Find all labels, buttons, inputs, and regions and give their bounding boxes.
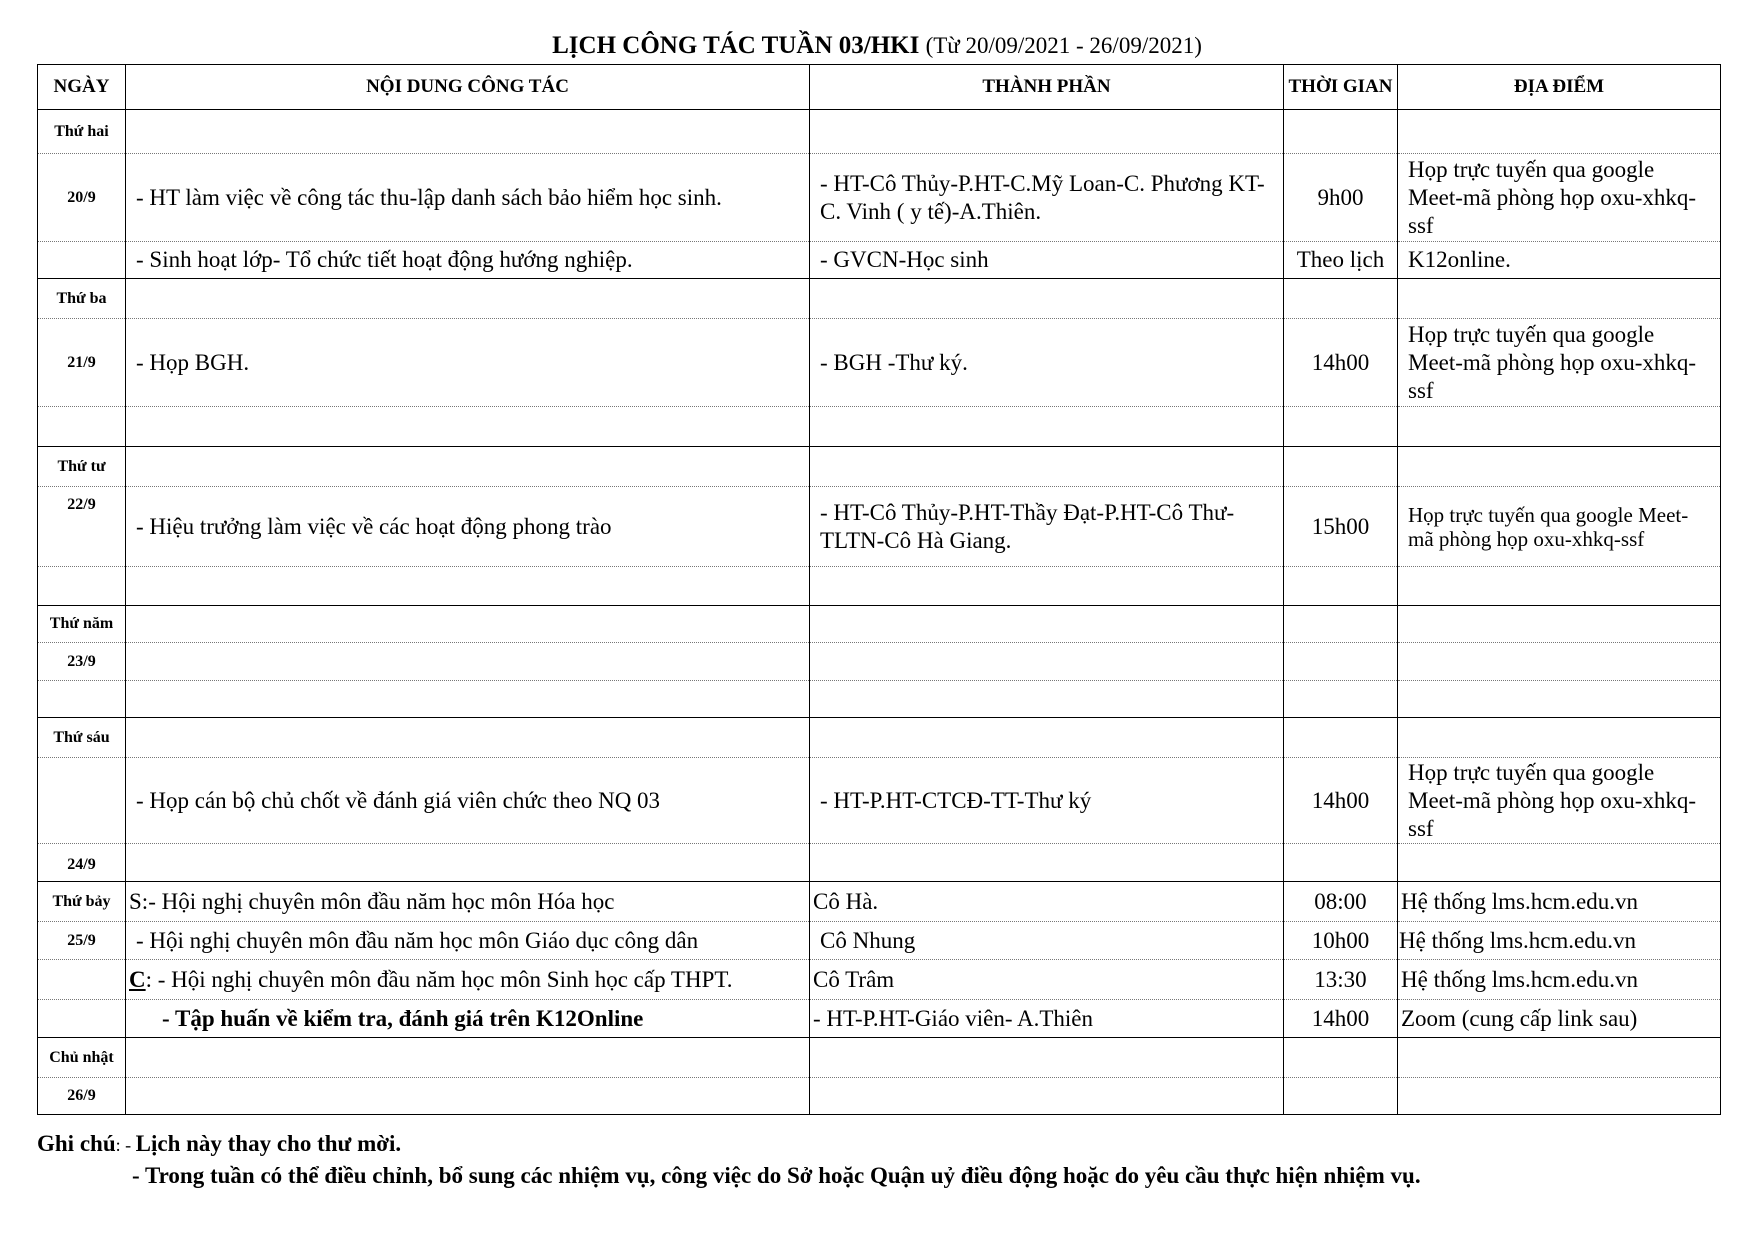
event-members: Cô Nhung: [810, 922, 1284, 960]
notes-line-1: Lịch này thay cho thư mời.: [135, 1131, 402, 1156]
day-name: Chủ nhật: [38, 1038, 126, 1078]
day-name: Thứ hai: [38, 110, 126, 154]
event-place: Hệ thống lms.hcm.edu.vn: [1398, 882, 1721, 922]
table-row: [38, 1078, 1721, 1115]
schedule-table: [37, 64, 1721, 1115]
event-content: - Hội nghị chuyên môn đầu năm học môn Hóa học: [148, 888, 615, 914]
day-name: Thứ bảy: [38, 882, 126, 922]
day-date: 22/9: [38, 487, 126, 567]
event-time: 15h00: [1284, 487, 1398, 567]
event-members: - HT-Cô Thủy-P.HT-Thầy Đạt-P.HT-Cô Thư-TLTN-Cô Hà Giang.: [810, 487, 1284, 567]
event-place: Họp trực tuyến qua google Meet-mã phòng họp oxu-xhkq-ssf: [1398, 319, 1721, 407]
header-row: [38, 65, 1721, 110]
table-row: [38, 154, 1721, 242]
event-place: Họp trực tuyến qua google Meet-mã phòng họp oxu-xhkq-ssf: [1398, 758, 1721, 844]
event-time: 14h00: [1284, 758, 1398, 844]
event-place: K12online.: [1398, 242, 1721, 279]
day-date: 24/9: [38, 844, 126, 882]
session-afternoon-label: C: [129, 966, 146, 992]
event-members: Cô Hà.: [810, 882, 1284, 922]
day-name: Thứ năm: [38, 606, 126, 643]
page-title: [0, 30, 1754, 62]
day-date: 23/9: [38, 643, 126, 681]
title-main: LỊCH CÔNG TÁC TUẦN 03/HKI: [552, 32, 920, 59]
table-row: [38, 606, 1721, 643]
table-row: [38, 882, 1721, 922]
notes-line-2: - Trong tuần có thể điều chỉnh, bổ sung các nhiệm vụ, công việc do Sở hoặc Quận uỷ điều động hoặc do yêu cầu thực hiện nhiệm vụ.: [132, 1163, 1421, 1188]
header-place: ĐỊA ĐIỂM: [1398, 65, 1721, 110]
event-place: Họp trực tuyến qua google Meet-mã phòng họp oxu-xhkq-ssf: [1398, 487, 1721, 567]
event-time: 10h00: [1284, 922, 1398, 960]
event-time: 9h00: [1284, 154, 1398, 242]
table-row: [38, 960, 1721, 1000]
table-row: [38, 1038, 1721, 1078]
table-row: [38, 681, 1721, 718]
table-row: [38, 279, 1721, 319]
notes-label: Ghi chú: [37, 1131, 116, 1156]
event-time: 08:00: [1284, 882, 1398, 922]
event-members: Cô Trâm: [810, 960, 1284, 1000]
table-row: [38, 758, 1721, 844]
event-time: 14h00: [1284, 1000, 1398, 1038]
event-place: Zoom (cung cấp link sau): [1398, 1000, 1721, 1038]
event-content: - Sinh hoạt lớp- Tổ chức tiết hoạt động hướng nghiệp.: [126, 242, 810, 279]
header-members: THÀNH PHẦN: [810, 65, 1284, 110]
notes-section: [37, 1128, 1421, 1188]
event-members: - HT-Cô Thủy-P.HT-C.Mỹ Loan-C. Phương KT-C. Vinh ( y tế)-A.Thiên.: [810, 154, 1284, 242]
event-members: - HT-P.HT-CTCĐ-TT-Thư ký: [810, 758, 1284, 844]
header-content: NỘI DUNG CÔNG TÁC: [126, 65, 810, 110]
event-place: Họp trực tuyến qua google Meet-mã phòng họp oxu-xhkq-ssf: [1398, 154, 1721, 242]
table-row: [38, 567, 1721, 606]
event-members: - GVCN-Học sinh: [810, 242, 1284, 279]
day-date: 21/9: [38, 319, 126, 407]
table-row: [38, 1000, 1721, 1038]
event-place: Hệ thống lms.hcm.edu.vn: [1398, 960, 1721, 1000]
table-row: [38, 110, 1721, 154]
event-content: - Họp BGH.: [126, 319, 810, 407]
table-row: [38, 242, 1721, 279]
event-content: - HT làm việc về công tác thu-lập danh sách bảo hiểm học sinh.: [126, 154, 810, 242]
title-date-range: (Từ 20/09/2021 - 26/09/2021): [925, 33, 1202, 58]
event-content: - Tập huấn về kiểm tra, đánh giá trên K12Online: [126, 1000, 810, 1038]
day-name: Thứ sáu: [38, 718, 126, 758]
event-content: - Hiệu trưởng làm việc về các hoạt động phong trào: [126, 487, 810, 567]
event-members: - HT-P.HT-Giáo viên- A.Thiên: [810, 1000, 1284, 1038]
event-content: : - Hội nghị chuyên môn đầu năm học môn Sinh học cấp THPT.: [145, 966, 733, 992]
header-time: THỜI GIAN: [1284, 65, 1398, 110]
table-row: [38, 447, 1721, 487]
table-row: [38, 922, 1721, 960]
table-row: [38, 844, 1721, 882]
event-content: - Họp cán bộ chủ chốt về đánh giá viên chức theo NQ 03: [126, 758, 810, 844]
event-time: Theo lịch: [1284, 242, 1398, 279]
event-place: Hệ thống lms.hcm.edu.vn: [1398, 922, 1721, 960]
event-content: - Hội nghị chuyên môn đầu năm học môn Giáo dục công dân: [126, 922, 810, 960]
table-row: [38, 487, 1721, 567]
event-time: 14h00: [1284, 319, 1398, 407]
session-morning-label: S:: [129, 888, 149, 914]
header-day: NGÀY: [38, 65, 126, 110]
day-date: 26/9: [38, 1078, 126, 1115]
day-name: Thứ tư: [38, 447, 126, 487]
table-row: [38, 407, 1721, 447]
table-row: [38, 718, 1721, 758]
day-date: 25/9: [38, 922, 126, 960]
table-row: [38, 319, 1721, 407]
table-row: [38, 643, 1721, 681]
event-members: - BGH -Thư ký.: [810, 319, 1284, 407]
day-date: 20/9: [38, 154, 126, 242]
day-name: Thứ ba: [38, 279, 126, 319]
notes-separator: : -: [115, 1135, 136, 1155]
event-time: 13:30: [1284, 960, 1398, 1000]
